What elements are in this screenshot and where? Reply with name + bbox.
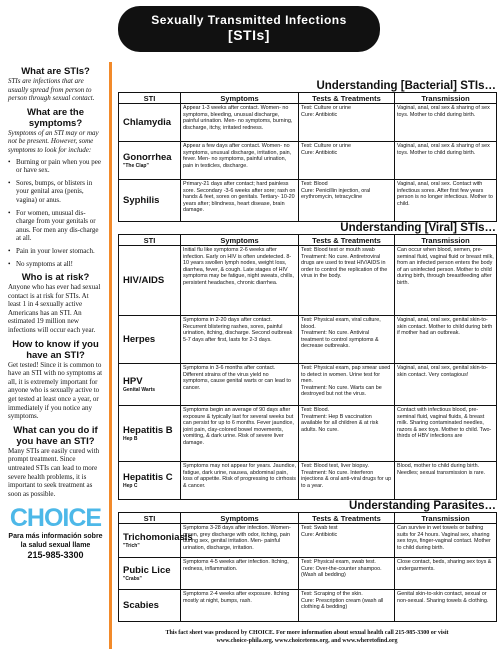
do-heading: What can you do if you have an STI? bbox=[13, 424, 98, 447]
column-header: STI bbox=[119, 93, 181, 104]
bacterial-table bbox=[118, 92, 497, 222]
logo-subtitle: Para más información sobre la salud sexual llame bbox=[8, 533, 103, 549]
know-heading: How to know if you have an STI? bbox=[12, 338, 99, 361]
symptoms-heading: What are the symptoms? bbox=[26, 106, 84, 129]
table-row bbox=[119, 590, 497, 622]
sti-name-label: Pubic Lice bbox=[123, 564, 171, 576]
sti-name-label: Hepatitis B bbox=[123, 424, 173, 436]
sti-name bbox=[119, 590, 181, 622]
sti-name-label: Trichomoniasis bbox=[123, 531, 193, 543]
symptoms-cell: Symptoms begin an average of 90 days after exposure & typically last for several weeks but can persist for up to 6 months. Fever jaundice, joint pain, clay-colored bowel movements, vomiting, & dark urine. Risk of severe liver damage. bbox=[181, 406, 299, 462]
footer bbox=[118, 630, 496, 645]
table-row bbox=[119, 462, 497, 500]
column-header: Symptoms bbox=[181, 93, 299, 104]
viral-title: Understanding [Viral] STIs… bbox=[340, 222, 496, 234]
transmission-cell: Can survive in wet towels or bathing suits for 24 hours. Vaginal sex, sharing sex toys, finger-vaginal contact. Mother to child during birth. bbox=[395, 524, 497, 558]
tests-cell: Test: Blood test, liver biopsy. Treatment: No cure. Interferon injections & oral anti-viral drugs for up to a year. bbox=[299, 462, 395, 500]
column-header: Symptoms bbox=[181, 513, 299, 524]
symptoms-cell: Symptoms 4-5 weeks after infection. Itching, redness, inflammation. bbox=[181, 558, 299, 590]
tests-cell: Test: Physical exam, swab test. Cure: Over-the-counter shampoo. (Wash all bedding) bbox=[299, 558, 395, 590]
parasites-title: Understanding Parasites… bbox=[349, 500, 496, 512]
transmission-cell: Close contact, beds, sharing sex toys & undergarments. bbox=[395, 558, 497, 590]
symptoms-cell: Symptoms 3-28 days after infection. Women-green, grey discharge with odor, itching, pain during sex, genital irritation. Men- painful urination, discharge, irritation. bbox=[181, 524, 299, 558]
tests-cell: Test: Culture or urine Cure: Antibiotic bbox=[299, 142, 395, 180]
sidebar bbox=[0, 62, 112, 649]
symptoms-list bbox=[8, 158, 103, 269]
symptoms-intro: Symptoms of an STI may or may not be present. However, some symptoms to look for include: bbox=[8, 128, 99, 154]
sti-name bbox=[119, 406, 181, 462]
column-header: Symptoms bbox=[181, 235, 299, 246]
list-item: • Burning or pain when you pee or have sex. bbox=[8, 158, 103, 175]
sti-alias: Hep C bbox=[123, 482, 138, 489]
transmission-cell: Genital skin-to-skin contact, sexual or non-sexual. Sharing towels & clothing. bbox=[395, 590, 497, 622]
main-content bbox=[118, 80, 496, 622]
do-text: Many STIs are easily cured with prompt treatment. Since untreated STIs can lead to more severe health problems, it is important to seek treatment as soon as possible. bbox=[8, 446, 100, 498]
column-header: Tests & Treatments bbox=[299, 93, 395, 104]
sti-name bbox=[119, 462, 181, 500]
sti-alias: Hep B bbox=[123, 435, 138, 442]
table-row bbox=[119, 316, 497, 364]
sti-alias: "Crabs" bbox=[123, 575, 142, 582]
transmission-cell: Contact with infectious blood, pre-seminal fluid, vaginal fluids, & breast milk. Sharing contaminated needles, razors & sex toys. Mother to child. Two-thirds of HBV infections are bbox=[395, 406, 497, 462]
choice-logo: CHOICE bbox=[9, 504, 102, 533]
table-row bbox=[119, 364, 497, 406]
transmission-cell: Can occur when blood, semen, pre-seminal fluid, vaginal fluid or breast milk, from an infected person enters the body of an uninfected person. Mother to child during birth, through breastfeeding after birth. bbox=[395, 246, 497, 316]
bacterial-title: Understanding [Bacterial] STIs… bbox=[316, 80, 496, 92]
column-header: Tests & Treatments bbox=[299, 235, 395, 246]
sti-name bbox=[119, 558, 181, 590]
tests-cell: Test: Blood test or mouth swab Treatment: No cure. Antiretroviral drugs are used to treat HIV/AIDS in order to control the replication of the virus in the body. bbox=[299, 246, 395, 316]
tests-cell: Test: Blood Cure: Penicillin injection, oral erythromycin, tetracycline bbox=[299, 180, 395, 222]
column-header: Transmission bbox=[395, 235, 497, 246]
symptoms-cell: Symptoms may not appear for years. Jaundice, fatigue, dark urine, nausea, abdominal pain, loss of appetite. Risk of progressing to cirrhosis & cancer. bbox=[181, 462, 299, 500]
sti-alias: "The Clap" bbox=[123, 162, 149, 169]
viral-table bbox=[118, 234, 497, 500]
risk-heading: Who is at risk? bbox=[21, 272, 90, 284]
tests-cell: Test: Culture or urine Cure: Antibiotic bbox=[299, 104, 395, 142]
footer-links[interactable]: www.choice-phila.org, www.choiceteens.org, and www.wheretofind.org bbox=[216, 637, 398, 644]
table-header-row bbox=[119, 93, 497, 104]
transmission-cell: Blood, mother to child during birth. Needles; sexual transmission is rare. bbox=[395, 462, 497, 500]
column-header: Transmission bbox=[395, 513, 497, 524]
sti-name bbox=[119, 180, 181, 222]
sti-name-label: Gonorrhea bbox=[123, 151, 172, 163]
footer-line-1: This fact sheet was produced by CHOICE. For more information about sexual health call 215-985-3300 or visit bbox=[165, 630, 449, 636]
title-line-2: [STIs] bbox=[228, 27, 270, 43]
symptoms-cell: Appear 1-3 weeks after contact. Women- no symptoms, bleeding, unusual discharge, painful urination. Men- no symptoms, burning, discharge, itchy, irritated redness. bbox=[181, 104, 299, 142]
sti-name bbox=[119, 524, 193, 558]
sti-name-label: Herpes bbox=[123, 333, 156, 345]
risk-text: Anyone who has ever had sexual contact is at risk for STIs. At least 1 in 4 sexually active Americans has an STI. An estimated 19 million new infections will occur each year. bbox=[8, 283, 101, 335]
page-title bbox=[118, 6, 380, 52]
what-heading: What are STIs? bbox=[21, 66, 90, 77]
sti-name-label: HPV bbox=[123, 375, 143, 387]
list-item: • Pain in your lower stomach. bbox=[8, 247, 103, 256]
what-text: STIs are infections that are usually spread from person to person through sexual contact. bbox=[8, 77, 95, 103]
symptoms-cell: Primary-21 days after contact; hard painless sore. Secondary -3-6 weeks after sore; rash on hands & feet, sores on genitals. Tertiary- 10-20 years after; blindness, heart disease, brain damage. bbox=[181, 180, 299, 222]
sti-name bbox=[119, 246, 181, 316]
sti-name bbox=[119, 316, 181, 364]
table-row bbox=[119, 406, 497, 462]
symptoms-cell: Symptoms in 3-6 months after contact. Different strains of the virus yield no symptoms, cause genital warts or can lead to cancer. bbox=[181, 364, 299, 406]
symptoms-cell: Appear a few days after contact. Women- no symptoms, unusual discharge, irritation, pain, fever. Men- no symptoms, painful urination, pain in testicles, discharge. bbox=[181, 142, 299, 180]
transmission-cell: Vaginal, anal, oral sex, genital skin-to-skin contact. Very contagious! bbox=[395, 364, 497, 406]
title-line-1: Sexually Transmitted Infections bbox=[151, 13, 347, 27]
parasites-table bbox=[118, 512, 497, 622]
transmission-cell: Vaginal, anal, oral sex, genital skin-to-skin contact. Mother to child during birth if mother had an outbreak. bbox=[395, 316, 497, 364]
column-header: STI bbox=[119, 235, 181, 246]
transmission-cell: Vaginal, anal, oral sex & sharing of sex toys. Mother to child during birth. bbox=[395, 142, 497, 180]
tests-cell: Test: Physical exam, pap smear used to detect in women. Urine test for men. Treatment: No cure. Warts can be destroyed but not the virus. bbox=[299, 364, 395, 406]
tests-cell: Test: Blood. Treatment: Hep B vaccination available for all children & at risk adults. No cure. bbox=[299, 406, 395, 462]
sti-name-label: Chlamydia bbox=[123, 116, 172, 128]
sti-name bbox=[119, 142, 181, 180]
sti-name-label: HIV/AIDS bbox=[123, 274, 165, 286]
column-header: STI bbox=[119, 513, 181, 524]
symptoms-cell: Symptoms 2-4 weeks after exposure. Itching mostly at night, bumps, rash. bbox=[181, 590, 299, 622]
column-header: Tests & Treatments bbox=[299, 513, 395, 524]
know-text: Get tested! Since it is common to have an STI with no symptoms at all, it is extremely important for anyone who is sexually active to get tested at least once a year, or immediately if you notice any symptoms. bbox=[8, 360, 103, 421]
sti-name-label: Scabies bbox=[123, 599, 159, 611]
sti-name bbox=[119, 104, 181, 142]
table-row bbox=[119, 246, 497, 316]
transmission-cell: Vaginal, anal, oral sex & sharing of sex toys. Mother to child during birth. bbox=[395, 104, 497, 142]
list-item: • For women, unusual dis-charge from your genitals or anus. For men any dis-charge at all. bbox=[8, 209, 103, 243]
table-row bbox=[119, 142, 497, 180]
sti-alias: "Trich" bbox=[123, 542, 140, 549]
table-header-row bbox=[119, 513, 497, 524]
table-row bbox=[119, 104, 497, 142]
column-header: Transmission bbox=[395, 93, 497, 104]
sti-name-label: Hepatitis C bbox=[123, 471, 173, 483]
list-item: • Sores, bumps, or blisters in your genital area (penis, vagina) or anus. bbox=[8, 179, 103, 205]
tests-cell: Test: Swab test Cure: Antibiotic bbox=[299, 524, 395, 558]
sti-alias: Genital Warts bbox=[123, 386, 156, 393]
phone-number: 215-985-3300 bbox=[27, 550, 84, 561]
table-row bbox=[119, 558, 497, 590]
transmission-cell: Vaginal, anal, oral sex. Contact with infectious sores. After first few years person is no longer infectious. Mother to child. bbox=[395, 180, 497, 222]
table-row bbox=[119, 180, 497, 222]
sti-name bbox=[119, 364, 181, 406]
table-row bbox=[119, 524, 497, 558]
tests-cell: Test: Scraping of the skin. Cure: Prescription cream (wash all clothing & bedding) bbox=[299, 590, 395, 622]
symptoms-cell: Initial flu like symptoms 2-6 weeks after infection. Early on HIV is often undetected. 8-10 years swollen lymph nodes, weight loss, diarrhea, fever, & cough. Late stages of HIV symptoms may be fatigue, night sweats, chills, persistent headaches, chronic diarrhea. bbox=[181, 246, 299, 316]
symptoms-cell: Symptoms in 2-20 days after contact. Recurrent blistering rashes, sores, painful urination, itching, discharge. Second outbreak 5-7 days after first, lasts for 2-3 days. bbox=[181, 316, 299, 364]
tests-cell: Test: Physical exam, viral culture, blood. Treatment: No cure. Antiviral treatment to control symptoms & decrease outbreaks. bbox=[299, 316, 395, 364]
list-item: • No symptoms at all! bbox=[8, 260, 103, 269]
sti-name-label: Syphilis bbox=[123, 194, 160, 206]
table-header-row bbox=[119, 235, 497, 246]
